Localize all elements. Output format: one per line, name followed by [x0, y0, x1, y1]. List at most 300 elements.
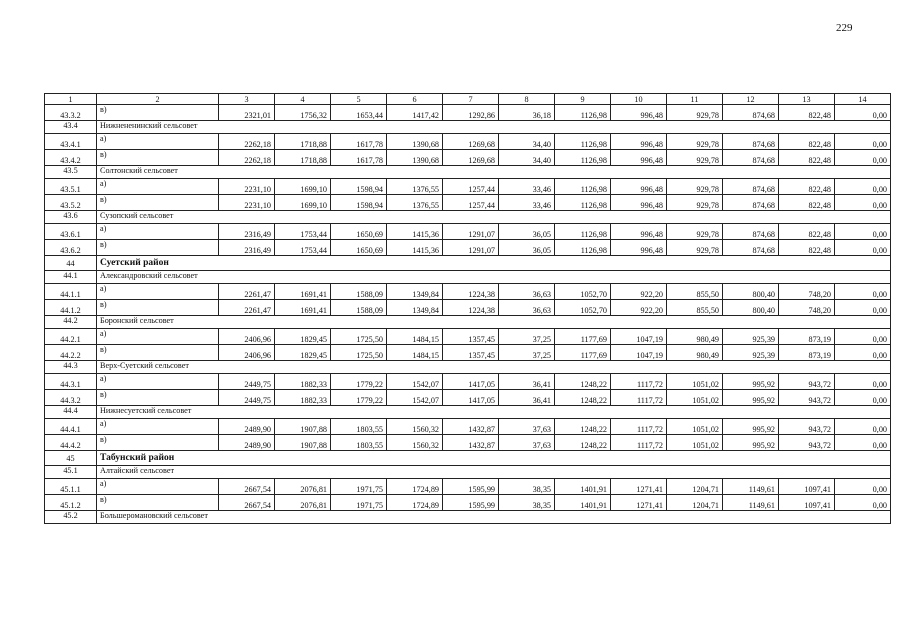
district-name: Табунский район	[97, 451, 891, 466]
value-cell: 1126,98	[555, 105, 611, 121]
value-cell: 943,72	[779, 435, 835, 451]
value-cell: 1292,86	[443, 105, 499, 121]
value-cell: 1376,55	[387, 179, 443, 195]
value-cell: 800,40	[723, 284, 779, 300]
value-cell: 0,00	[835, 134, 891, 150]
value-cell: 2261,47	[219, 284, 275, 300]
value-cell: 0,00	[835, 390, 891, 406]
value-cell: 1117,72	[611, 390, 667, 406]
value-cell: 37,25	[499, 345, 555, 361]
value-cell: 1257,44	[443, 179, 499, 195]
value-cell: 0,00	[835, 300, 891, 316]
value-cell: 1097,41	[779, 495, 835, 511]
value-cell: 1047,19	[611, 345, 667, 361]
column-header-row	[45, 94, 891, 105]
section-row	[45, 121, 891, 134]
value-cell: 1779,22	[331, 374, 387, 390]
section-row	[45, 511, 891, 524]
value-cell: 822,48	[779, 150, 835, 166]
value-cell: 748,20	[779, 300, 835, 316]
value-cell: 1718,88	[275, 134, 331, 150]
value-cell: 0,00	[835, 195, 891, 211]
row-code: 44.3.1	[45, 374, 97, 390]
row-label: в)	[97, 240, 219, 256]
column-header: 1	[45, 94, 97, 105]
row-code: 44.1.2	[45, 300, 97, 316]
value-cell: 33,46	[499, 195, 555, 211]
value-cell: 0,00	[835, 419, 891, 435]
row-code: 43.6.1	[45, 224, 97, 240]
value-cell: 36,63	[499, 284, 555, 300]
value-cell: 1617,78	[331, 134, 387, 150]
value-cell: 874,68	[723, 105, 779, 121]
row-label: в)	[97, 195, 219, 211]
row-label: в)	[97, 390, 219, 406]
value-cell: 1269,68	[443, 134, 499, 150]
value-cell: 748,20	[779, 284, 835, 300]
value-cell: 980,49	[667, 329, 723, 345]
value-cell: 874,68	[723, 195, 779, 211]
value-cell: 1415,36	[387, 224, 443, 240]
value-cell: 36,63	[499, 300, 555, 316]
section-code: 43.5	[45, 166, 97, 179]
district-code: 44	[45, 256, 97, 271]
value-cell: 1051,02	[667, 435, 723, 451]
value-cell: 2406,96	[219, 329, 275, 345]
value-cell: 874,68	[723, 179, 779, 195]
value-cell: 0,00	[835, 224, 891, 240]
column-header: 2	[97, 94, 219, 105]
value-cell: 0,00	[835, 479, 891, 495]
section-code: 44.2	[45, 316, 97, 329]
value-cell: 874,68	[723, 240, 779, 256]
value-cell: 1224,38	[443, 284, 499, 300]
value-cell: 1051,02	[667, 419, 723, 435]
page-number: 229	[836, 22, 853, 34]
value-cell: 0,00	[835, 345, 891, 361]
value-cell: 929,78	[667, 195, 723, 211]
column-header: 9	[555, 94, 611, 105]
value-cell: 922,20	[611, 284, 667, 300]
section-code: 44.3	[45, 361, 97, 374]
value-cell: 1617,78	[331, 150, 387, 166]
value-cell: 1803,55	[331, 435, 387, 451]
value-cell: 1248,22	[555, 419, 611, 435]
section-code: 44.1	[45, 271, 97, 284]
value-cell: 1415,36	[387, 240, 443, 256]
column-header: 5	[331, 94, 387, 105]
section-row	[45, 406, 891, 419]
section-name: Верх-Суетский сельсовет	[97, 361, 891, 374]
row-code: 43.6.2	[45, 240, 97, 256]
row-label: а)	[97, 374, 219, 390]
value-cell: 1484,15	[387, 329, 443, 345]
value-cell: 1052,70	[555, 300, 611, 316]
column-header: 14	[835, 94, 891, 105]
column-header: 6	[387, 94, 443, 105]
value-cell: 873,19	[779, 345, 835, 361]
value-cell: 0,00	[835, 105, 891, 121]
value-cell: 822,48	[779, 195, 835, 211]
section-row	[45, 211, 891, 224]
value-cell: 2449,75	[219, 390, 275, 406]
value-cell: 1126,98	[555, 240, 611, 256]
section-name: Нижнененинский сельсовет	[97, 121, 891, 134]
value-cell: 1401,91	[555, 479, 611, 495]
value-cell: 1204,71	[667, 479, 723, 495]
value-cell: 0,00	[835, 435, 891, 451]
value-cell: 0,00	[835, 329, 891, 345]
value-cell: 1598,94	[331, 179, 387, 195]
value-cell: 1376,55	[387, 195, 443, 211]
value-cell: 943,72	[779, 419, 835, 435]
value-cell: 1248,22	[555, 435, 611, 451]
section-name: Боронский сельсовет	[97, 316, 891, 329]
value-cell: 1149,61	[723, 495, 779, 511]
value-cell: 2076,81	[275, 479, 331, 495]
section-row	[45, 316, 891, 329]
table-row	[45, 374, 891, 390]
value-cell: 995,92	[723, 419, 779, 435]
value-cell: 1291,07	[443, 224, 499, 240]
table-row	[45, 390, 891, 406]
value-cell: 0,00	[835, 284, 891, 300]
district-row	[45, 451, 891, 466]
value-cell: 1271,41	[611, 495, 667, 511]
value-cell: 1204,71	[667, 495, 723, 511]
value-cell: 996,48	[611, 105, 667, 121]
value-cell: 1907,88	[275, 435, 331, 451]
value-cell: 2667,54	[219, 479, 275, 495]
value-cell: 1779,22	[331, 390, 387, 406]
value-cell: 1126,98	[555, 179, 611, 195]
table-row	[45, 179, 891, 195]
district-name: Суетский район	[97, 256, 891, 271]
value-cell: 822,48	[779, 105, 835, 121]
value-cell: 1257,44	[443, 195, 499, 211]
value-cell: 925,39	[723, 345, 779, 361]
value-cell: 0,00	[835, 240, 891, 256]
value-cell: 1699,10	[275, 179, 331, 195]
value-cell: 1357,45	[443, 345, 499, 361]
value-cell: 855,50	[667, 284, 723, 300]
row-label: в)	[97, 105, 219, 121]
value-cell: 822,48	[779, 179, 835, 195]
value-cell: 874,68	[723, 134, 779, 150]
value-cell: 1401,91	[555, 495, 611, 511]
value-cell: 800,40	[723, 300, 779, 316]
row-label: а)	[97, 179, 219, 195]
value-cell: 2489,90	[219, 419, 275, 435]
value-cell: 922,20	[611, 300, 667, 316]
value-cell: 1598,94	[331, 195, 387, 211]
value-cell: 996,48	[611, 224, 667, 240]
value-cell: 1271,41	[611, 479, 667, 495]
column-header: 4	[275, 94, 331, 105]
table-row	[45, 134, 891, 150]
value-cell: 1725,50	[331, 329, 387, 345]
value-cell: 1588,09	[331, 284, 387, 300]
value-cell: 34,40	[499, 134, 555, 150]
value-cell: 36,41	[499, 390, 555, 406]
table-row	[45, 329, 891, 345]
row-label: а)	[97, 329, 219, 345]
value-cell: 1725,50	[331, 345, 387, 361]
value-cell: 1882,33	[275, 390, 331, 406]
value-cell: 996,48	[611, 195, 667, 211]
table-row	[45, 300, 891, 316]
value-cell: 1595,99	[443, 479, 499, 495]
column-header: 10	[611, 94, 667, 105]
value-cell: 2449,75	[219, 374, 275, 390]
table-row	[45, 345, 891, 361]
row-label: а)	[97, 284, 219, 300]
value-cell: 2316,49	[219, 240, 275, 256]
value-cell: 1126,98	[555, 150, 611, 166]
section-row	[45, 166, 891, 179]
value-cell: 1650,69	[331, 224, 387, 240]
table-row	[45, 284, 891, 300]
value-cell: 1177,69	[555, 345, 611, 361]
row-label: а)	[97, 134, 219, 150]
value-cell: 1291,07	[443, 240, 499, 256]
value-cell: 995,92	[723, 435, 779, 451]
value-cell: 1691,41	[275, 300, 331, 316]
table-row	[45, 150, 891, 166]
table-row	[45, 479, 891, 495]
column-header: 3	[219, 94, 275, 105]
value-cell: 2076,81	[275, 495, 331, 511]
row-label: а)	[97, 224, 219, 240]
value-cell: 1756,32	[275, 105, 331, 121]
table-body	[45, 94, 891, 524]
row-label: в)	[97, 300, 219, 316]
row-code: 43.5.2	[45, 195, 97, 211]
value-cell: 1417,05	[443, 390, 499, 406]
column-header: 13	[779, 94, 835, 105]
value-cell: 2406,96	[219, 345, 275, 361]
section-name: Нижнесуетский сельсовет	[97, 406, 891, 419]
column-header: 8	[499, 94, 555, 105]
value-cell: 996,48	[611, 179, 667, 195]
value-cell: 1907,88	[275, 419, 331, 435]
row-code: 44.4.2	[45, 435, 97, 451]
value-cell: 873,19	[779, 329, 835, 345]
value-cell: 1248,22	[555, 390, 611, 406]
value-cell: 1595,99	[443, 495, 499, 511]
row-label: в)	[97, 435, 219, 451]
value-cell: 1829,45	[275, 345, 331, 361]
section-code: 45.2	[45, 511, 97, 524]
value-cell: 929,78	[667, 105, 723, 121]
table-row	[45, 240, 891, 256]
value-cell: 1051,02	[667, 374, 723, 390]
section-code: 43.6	[45, 211, 97, 224]
value-cell: 980,49	[667, 345, 723, 361]
value-cell: 36,05	[499, 240, 555, 256]
section-name: Алтайский сельсовет	[97, 466, 891, 479]
table-row	[45, 195, 891, 211]
value-cell: 1691,41	[275, 284, 331, 300]
section-name: Большеромановский сельсовет	[97, 511, 891, 524]
value-cell: 1390,68	[387, 150, 443, 166]
row-label: а)	[97, 479, 219, 495]
value-cell: 2231,10	[219, 195, 275, 211]
value-cell: 1542,07	[387, 390, 443, 406]
value-cell: 2261,47	[219, 300, 275, 316]
section-code: 43.4	[45, 121, 97, 134]
value-cell: 996,48	[611, 240, 667, 256]
value-cell: 1390,68	[387, 134, 443, 150]
value-cell: 1117,72	[611, 435, 667, 451]
value-cell: 1149,61	[723, 479, 779, 495]
value-cell: 1417,42	[387, 105, 443, 121]
value-cell: 1971,75	[331, 479, 387, 495]
value-cell: 1224,38	[443, 300, 499, 316]
row-code: 43.3.2	[45, 105, 97, 121]
value-cell: 38,35	[499, 495, 555, 511]
section-code: 44.4	[45, 406, 97, 419]
row-code: 45.1.2	[45, 495, 97, 511]
value-cell: 2231,10	[219, 179, 275, 195]
value-cell: 0,00	[835, 495, 891, 511]
value-cell: 1349,84	[387, 284, 443, 300]
value-cell: 1699,10	[275, 195, 331, 211]
value-cell: 1248,22	[555, 374, 611, 390]
table-row	[45, 435, 891, 451]
value-cell: 1724,89	[387, 495, 443, 511]
tariff-table	[44, 93, 891, 524]
value-cell: 36,05	[499, 224, 555, 240]
value-cell: 1650,69	[331, 240, 387, 256]
value-cell: 996,48	[611, 150, 667, 166]
table-row	[45, 224, 891, 240]
value-cell: 1753,44	[275, 240, 331, 256]
value-cell: 1718,88	[275, 150, 331, 166]
column-header: 7	[443, 94, 499, 105]
value-cell: 34,40	[499, 150, 555, 166]
row-code: 44.2.2	[45, 345, 97, 361]
row-code: 43.4.1	[45, 134, 97, 150]
value-cell: 0,00	[835, 374, 891, 390]
value-cell: 925,39	[723, 329, 779, 345]
section-name: Солтонский сельсовет	[97, 166, 891, 179]
row-code: 44.4.1	[45, 419, 97, 435]
row-label: в)	[97, 345, 219, 361]
value-cell: 874,68	[723, 150, 779, 166]
value-cell: 1097,41	[779, 479, 835, 495]
row-code: 44.1.1	[45, 284, 97, 300]
row-code: 44.2.1	[45, 329, 97, 345]
value-cell: 1971,75	[331, 495, 387, 511]
value-cell: 1432,87	[443, 435, 499, 451]
section-name: Александровский сельсовет	[97, 271, 891, 284]
section-row	[45, 466, 891, 479]
value-cell: 1177,69	[555, 329, 611, 345]
value-cell: 1542,07	[387, 374, 443, 390]
value-cell: 1052,70	[555, 284, 611, 300]
row-code: 43.5.1	[45, 179, 97, 195]
value-cell: 36,41	[499, 374, 555, 390]
value-cell: 855,50	[667, 300, 723, 316]
value-cell: 2489,90	[219, 435, 275, 451]
value-cell: 1126,98	[555, 224, 611, 240]
value-cell: 1357,45	[443, 329, 499, 345]
value-cell: 2667,54	[219, 495, 275, 511]
value-cell: 2316,49	[219, 224, 275, 240]
value-cell: 1126,98	[555, 134, 611, 150]
district-row	[45, 256, 891, 271]
value-cell: 995,92	[723, 374, 779, 390]
table-row	[45, 105, 891, 121]
row-label: в)	[97, 150, 219, 166]
row-label: а)	[97, 419, 219, 435]
value-cell: 1560,32	[387, 435, 443, 451]
value-cell: 874,68	[723, 224, 779, 240]
value-cell: 1349,84	[387, 300, 443, 316]
column-header: 11	[667, 94, 723, 105]
value-cell: 822,48	[779, 134, 835, 150]
value-cell: 1126,98	[555, 195, 611, 211]
row-code: 45.1.1	[45, 479, 97, 495]
table-row	[45, 495, 891, 511]
value-cell: 929,78	[667, 134, 723, 150]
value-cell: 1753,44	[275, 224, 331, 240]
value-cell: 1051,02	[667, 390, 723, 406]
value-cell: 929,78	[667, 150, 723, 166]
value-cell: 1588,09	[331, 300, 387, 316]
section-code: 45.1	[45, 466, 97, 479]
value-cell: 1269,68	[443, 150, 499, 166]
value-cell: 2262,18	[219, 150, 275, 166]
value-cell: 995,92	[723, 390, 779, 406]
value-cell: 37,63	[499, 435, 555, 451]
value-cell: 0,00	[835, 179, 891, 195]
value-cell: 822,48	[779, 240, 835, 256]
value-cell: 33,46	[499, 179, 555, 195]
value-cell: 1117,72	[611, 374, 667, 390]
section-row	[45, 361, 891, 374]
row-code: 43.4.2	[45, 150, 97, 166]
value-cell: 2262,18	[219, 134, 275, 150]
value-cell: 929,78	[667, 240, 723, 256]
value-cell: 0,00	[835, 150, 891, 166]
value-cell: 36,18	[499, 105, 555, 121]
value-cell: 1653,44	[331, 105, 387, 121]
value-cell: 943,72	[779, 390, 835, 406]
value-cell: 1560,32	[387, 419, 443, 435]
value-cell: 1117,72	[611, 419, 667, 435]
section-row	[45, 271, 891, 284]
value-cell: 37,25	[499, 329, 555, 345]
value-cell: 1724,89	[387, 479, 443, 495]
value-cell: 943,72	[779, 374, 835, 390]
value-cell: 1047,19	[611, 329, 667, 345]
value-cell: 38,35	[499, 479, 555, 495]
value-cell: 1829,45	[275, 329, 331, 345]
value-cell: 1432,87	[443, 419, 499, 435]
row-label: в)	[97, 495, 219, 511]
district-code: 45	[45, 451, 97, 466]
column-header: 12	[723, 94, 779, 105]
value-cell: 996,48	[611, 134, 667, 150]
value-cell: 37,63	[499, 419, 555, 435]
value-cell: 929,78	[667, 179, 723, 195]
value-cell: 1882,33	[275, 374, 331, 390]
value-cell: 929,78	[667, 224, 723, 240]
value-cell: 2321,01	[219, 105, 275, 121]
table-row	[45, 419, 891, 435]
